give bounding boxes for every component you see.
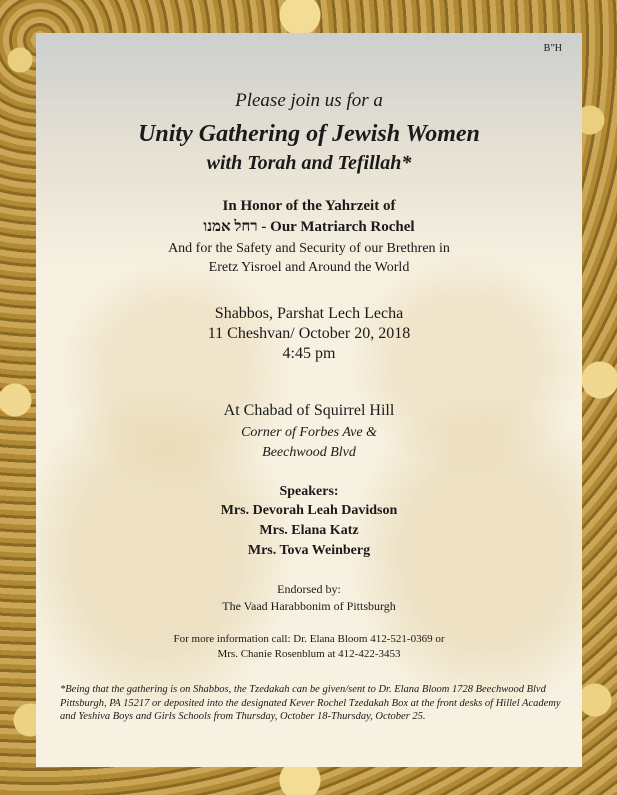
contact-line-2: Mrs. Chanie Rosenblum at 412-422-3453 <box>217 648 401 660</box>
honor-line-4: Eretz Yisroel and Around the World <box>208 260 410 275</box>
date-line-2: 11 Cheshvan/ October 20, 2018 <box>207 325 411 342</box>
venue-address-2: Beechwood Blvd <box>262 445 356 460</box>
date-line-1: Shabbos, Parshat Lech Lecha <box>214 305 404 322</box>
honor-line-3: And for the Safety and Security of our Brethren in <box>168 241 450 256</box>
event-time: 4:45 pm <box>282 345 336 362</box>
honor-line-1: In Honor of the Yahrzeit of <box>222 198 396 214</box>
intro-text: Please join us for a <box>235 90 383 111</box>
bh-mark: B”H <box>543 43 562 54</box>
flyer-panel <box>36 33 582 767</box>
speaker-name: Mrs. Devorah Leah Davidson <box>220 503 398 518</box>
honor-line-2: רחל אמנו - Our Matriarch Rochel <box>203 219 415 235</box>
venue-name: At Chabad of Squirrel Hill <box>223 402 395 419</box>
endorsed-label: Endorsed by: <box>277 582 341 596</box>
endorsing-org: The Vaad Harabbonim of Pittsburgh <box>222 599 396 613</box>
speaker-name: Mrs. Elana Katz <box>259 523 359 538</box>
event-title: Unity Gathering of Jewish Women <box>138 121 480 147</box>
contact-line-1: For more information call: Dr. Elana Bloom 412-521-0369 or <box>173 633 445 645</box>
speaker-name: Mrs. Tova Weinberg <box>247 543 371 558</box>
event-subtitle: with Torah and Tefillah* <box>206 152 412 174</box>
tzedakah-footnote: *Being that the gathering is on Shabbos, the Tzedakah can be given/sent to Dr. Elana Bloom 1728 Beechwood Blvd Pittsburgh, PA 15217 or deposited into the designated Kever Rochel Tzedakah Box at the front desks of Hillel Academy and Yeshiva Boys and Girls Schools from Thursday, October 18-Thursday, October 25. <box>60 684 561 722</box>
venue-address-1: Corner of Forbes Ave & <box>241 425 377 440</box>
speakers-label: Speakers: <box>279 484 339 499</box>
